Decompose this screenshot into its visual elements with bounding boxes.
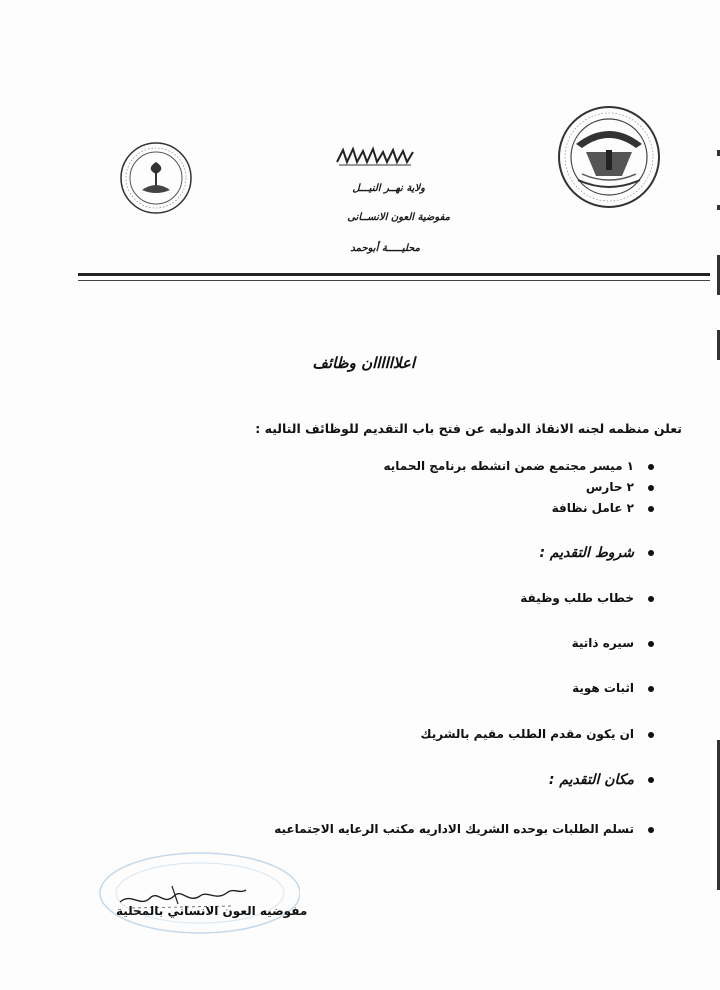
bullet-icon bbox=[648, 550, 654, 556]
job-item: ٢ حارس bbox=[585, 480, 634, 494]
list-item bbox=[549, 772, 654, 788]
list-item bbox=[552, 501, 654, 515]
bullet-icon bbox=[648, 596, 654, 602]
signatory-name: مفوضيه العون الانساني بالمحلية bbox=[116, 904, 308, 918]
bullet-icon bbox=[648, 506, 654, 512]
place-heading: مكان التقديم : bbox=[548, 772, 634, 788]
condition-item: ان يكون مقدم الطلب مقيم بالشريك bbox=[420, 727, 634, 741]
bullet-icon bbox=[648, 732, 654, 738]
announcement-title: اعلاااااان وظائف bbox=[312, 354, 415, 372]
list-item bbox=[274, 822, 654, 836]
place-item: تسلم الطلبات بوحده الشريك الاداريه مكتب الرعايه الاجتماعيه bbox=[274, 822, 634, 836]
list-item bbox=[586, 480, 654, 494]
list-item bbox=[572, 681, 654, 695]
list-item bbox=[421, 727, 654, 741]
state-seal-icon bbox=[118, 140, 194, 216]
bullet-icon bbox=[648, 641, 654, 647]
state-name: ولاية نهــر النيـــل bbox=[352, 183, 425, 194]
list-item bbox=[539, 545, 654, 561]
list-item bbox=[572, 636, 654, 650]
job-item: ٢ عامل نظافة bbox=[551, 501, 634, 515]
condition-item: خطاب طلب وظيفة bbox=[520, 591, 634, 605]
list-item bbox=[520, 591, 654, 605]
condition-item: اثبات هوية bbox=[572, 681, 634, 695]
locality-name: محليـــــة أبوحمد bbox=[350, 243, 420, 254]
announcement-intro: تعلن منظمه لجنه الانقاذ الدوليه عن فتح باب التقديم للوظائف التاليه : bbox=[255, 421, 682, 436]
calligraphy-logo-icon bbox=[335, 146, 415, 168]
bullet-icon bbox=[648, 686, 654, 692]
locality-seal-icon bbox=[556, 104, 662, 210]
header-divider-thin bbox=[78, 280, 710, 281]
bullet-icon bbox=[648, 485, 654, 491]
condition-item: سيره ذاتية bbox=[571, 636, 634, 650]
bullet-icon bbox=[648, 464, 654, 470]
header-divider bbox=[78, 273, 710, 276]
bullet-icon bbox=[648, 827, 654, 833]
commission-name: مفوضية العون الانســانى bbox=[347, 212, 450, 223]
conditions-heading: شروط التقديم : bbox=[539, 545, 634, 561]
list-item bbox=[383, 459, 654, 473]
job-item: ١ ميسر مجتمع ضمن انشطه برنامج الحمايه bbox=[383, 459, 634, 473]
bullet-icon bbox=[648, 777, 654, 783]
